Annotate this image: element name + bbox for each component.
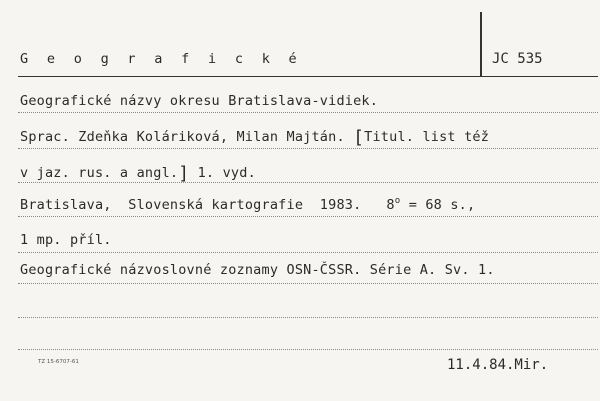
pages-text: = 68 s.,	[400, 197, 476, 213]
edition-line	[20, 163, 256, 184]
card-heading: G e o g r a f i c k é	[20, 51, 302, 67]
ruled-line	[18, 349, 598, 350]
call-number: JC 535	[492, 51, 543, 67]
authors-line	[20, 127, 489, 148]
language-note: v jaz. rus. a angl.	[20, 165, 179, 181]
ruled-line	[18, 112, 598, 113]
ruled-line	[18, 317, 598, 318]
imprint-line	[20, 196, 475, 213]
title-note-text: Titul. list též	[364, 129, 490, 145]
close-bracket: ]	[178, 163, 190, 184]
date-initials: 11.4.84.Mir.	[447, 357, 549, 373]
printer-code: TZ 15-6707-61	[38, 359, 79, 365]
edition-text: 1. vyd.	[189, 165, 256, 181]
imprint-text: Bratislava, Slovenská kartografie 1983. 8	[20, 197, 395, 213]
call-number-divider	[480, 12, 482, 76]
ruled-line	[18, 216, 598, 217]
open-bracket: [	[353, 127, 365, 148]
ruled-line	[18, 182, 598, 183]
ruled-line	[18, 148, 598, 149]
ruled-line	[18, 283, 598, 284]
heading-rule	[18, 76, 598, 77]
ruled-line	[18, 252, 598, 253]
authors-text: Sprac. Zdeňka Koláriková, Milan Majtán.	[20, 129, 354, 145]
supplement-line: 1 mp. příl.	[20, 232, 112, 248]
title-line: Geografické názvy okresu Bratislava-vidiek.	[20, 93, 379, 109]
format-degree: o	[394, 196, 401, 206]
series-line: Geografické názvoslovné zoznamy OSN-ČSSR. Série A. Sv. 1.	[20, 262, 495, 278]
